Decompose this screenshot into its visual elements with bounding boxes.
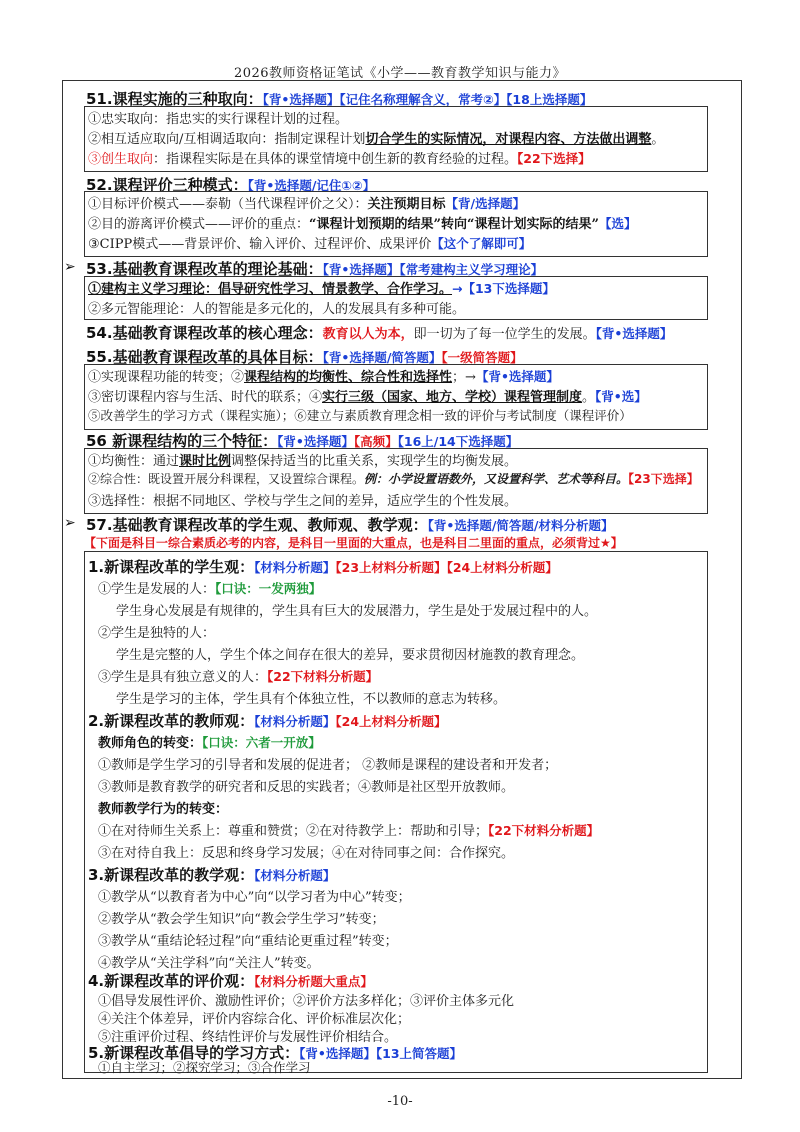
tag: 【22下材料分析题】 — [267, 669, 379, 684]
part-5-title: 5.新课程改革倡导的学习方式： — [88, 1044, 300, 1062]
p2-sub-1 — [98, 732, 321, 751]
s53-line-1 — [88, 278, 555, 297]
text: ②相互适应取向/互相调适取向：指制定课程计划 — [88, 132, 366, 147]
subheading: 教师角色的转变： — [98, 736, 203, 751]
text: ：指课程实际是在具体的课堂情境中创生新的教育经验的过程。 — [153, 152, 518, 167]
text: ①实现课程功能的转变；② — [88, 370, 245, 385]
p2-line-3 — [98, 820, 599, 839]
emphasis: “课程计划预期的结果”转向“课程计划实际的结果” — [309, 217, 599, 232]
section-54-heading — [86, 322, 672, 343]
tag: 【16上/14下选择题】 — [397, 434, 519, 449]
tag: 【22下选择】 — [517, 151, 591, 166]
p1-item-b-desc: 学生是完整的人，学生个体之间存在很大的差异，要求贯彻因材施教的教育理念。 — [116, 648, 585, 663]
p4-line-1: ①倡导发展性评价、激励性评价；②评价方法多样化；③评价主体多元化 — [98, 994, 515, 1009]
section-57-heading — [86, 514, 613, 535]
part-3-heading — [88, 864, 335, 885]
s53-line-2: ②多元智能理论：人的智能是多元化的，人的发展具有多种可能。 — [88, 302, 466, 317]
mnemonic: 【口诀：六者一开放】 — [202, 735, 321, 750]
tag: 【背•选择题/简答题/材料分析题】 — [427, 518, 614, 533]
tag: 【13上简答题】 — [375, 1046, 463, 1061]
s56-line-2 — [88, 470, 699, 487]
tag: 【记住名称理解含义，常考②】 — [339, 92, 507, 107]
s55-line-3: ⑤改善学生的学习方式（课程实施）；⑥建立与素质教育理念相一致的评价与考试制度（课程评价） — [88, 408, 632, 423]
text: ①学生是发展的人： — [98, 582, 216, 597]
mnemonic: 【口诀：一发两独】 — [215, 581, 322, 596]
tag: 【背•选择题】 — [322, 262, 400, 277]
section-53-title: 53.基础教育课程改革的理论基础： — [86, 260, 323, 278]
example: 例：小学设置语数外，又设置科学、艺术等科目。 — [364, 472, 629, 486]
tag: 【背•选】 — [595, 389, 647, 404]
s55-line-2 — [88, 386, 647, 405]
tag: 【背•选择题】 — [475, 369, 559, 384]
emphasis: 课程结构的均衡性、综合性和选择性 — [244, 370, 453, 385]
tag: 【18上选择题】 — [506, 92, 593, 107]
tag: →【13下选择题】 — [452, 281, 555, 296]
section-57-title: 57.基础教育课程改革的学生观、教师观、教学观： — [86, 516, 428, 534]
s56-line-1 — [88, 450, 517, 469]
p1-item-a-desc: 学生身心发展是有规律的，学生具有巨大的发展潜力，学生是处于发展过程中的人。 — [116, 604, 598, 619]
p1-item-b: ②学生是独特的人： — [98, 626, 216, 641]
text: ②综合性：既设置开展分科课程，又设置综合课程。 — [88, 472, 365, 486]
emphasis: 课时比例 — [179, 454, 232, 469]
tag: 【背•选择题】 — [277, 434, 354, 449]
part-1-title: 1.新课程改革的学生观： — [88, 558, 255, 576]
p3-line-4: ④教学从“关注学科”向“关注人”转变。 — [98, 956, 320, 971]
emphasis: 切合学生的实际情况，对课程内容、方法做出调整 — [365, 132, 652, 147]
p4-line-3: ⑤注重评价过程、终结性评价与发展性评价相结合。 — [98, 1030, 398, 1045]
emphasis: 关注预期目标 — [367, 197, 446, 212]
tag: 【这个了解即可】 — [431, 236, 532, 251]
tag: 【常考建构主义学习理论】 — [399, 262, 544, 277]
emphasis: ①建构主义学习理论：倡导研究性学习、情景教学、合作学习。 — [88, 282, 453, 297]
tag: 【背•选择题/记住①②】 — [247, 178, 376, 193]
p3-line-2: ②教学从“教会学生知识”向“教会学生学习”转变； — [98, 912, 385, 927]
tag: 【23下选择】 — [628, 472, 699, 486]
text: 即一切为了每一位学生的发展。 — [413, 327, 596, 342]
p3-line-1: ①教学从“以教育者为中心”向“以学习者为中心”转变； — [98, 890, 411, 905]
tag: 【24上材料分析题】 — [446, 560, 558, 575]
p4-line-2: ④关注个体差异，评价内容综合化、评价标准层次化； — [98, 1012, 411, 1027]
text: ③学生是具有独立意义的人： — [98, 670, 268, 685]
part-2-heading — [88, 710, 447, 731]
tag: 【材料分析题大重点】 — [254, 974, 373, 989]
emphasis: ③创生取向 — [88, 152, 154, 167]
tag: 【背•选择题/简答题】 — [322, 350, 442, 365]
section-52-title: 52.课程评价三种模式： — [86, 176, 248, 194]
arrow-bullet-icon: ➢ — [64, 515, 76, 531]
part-2-title: 2.新课程改革的教师观： — [88, 712, 255, 730]
text: 。 — [582, 390, 596, 405]
tag: 【材料分析题】 — [254, 868, 336, 883]
text: 调整保持适当的比重关系，实现学生的均衡发展。 — [231, 454, 518, 469]
tag: 【背/选择题】 — [445, 196, 526, 211]
p2-sub-2: 教师教学行为的转变： — [98, 802, 229, 817]
text: ①在对待师生关系上：尊重和赞赏；②在对待教学上：帮助和引导； — [98, 824, 489, 839]
part-4-title: 4.新课程改革的评价观： — [88, 972, 255, 990]
p2-line-2: ③教师是教育教学的研究者和反思的实践者；④教师是社区型开放教师。 — [98, 780, 515, 795]
emphasis: 教育以人为本， — [322, 327, 414, 342]
p1-item-c-desc: 学生是学习的主体，学生具有个体独立性，不以教师的意志为转移。 — [116, 692, 507, 707]
part-3-title: 3.新课程改革的教学观： — [88, 866, 255, 884]
p1-item-a — [98, 578, 321, 597]
part-1-heading — [88, 556, 558, 577]
p2-line-1: ①教师是学生学习的引导者和发展的促进者； ②教师是课程的建设者和开发者； — [98, 758, 558, 773]
text: ③CIPP模式——背景评价、输入评价、过程评价、成果评价 — [88, 237, 432, 252]
section-54-title: 54.基础教育课程改革的核心理念： — [86, 324, 323, 342]
s52-line-2 — [88, 213, 636, 232]
tag: 【选】 — [598, 216, 637, 231]
tag: 【23上材料分析题】 — [335, 560, 447, 575]
p1-item-c — [98, 666, 378, 685]
text: ③密切课程内容与生活、时代的联系；④ — [88, 390, 323, 405]
tag: 【24上材料分析题】 — [335, 714, 447, 729]
section-56-title: 56 新课程结构的三个特征： — [86, 432, 278, 450]
arrow-bullet-icon: ➢ — [64, 259, 76, 275]
s55-line-1 — [88, 366, 559, 385]
p2-line-4: ③在对待自我上：反思和终身学习发展；④在对待同事之间：合作探究。 — [98, 846, 515, 861]
s52-line-3 — [88, 233, 531, 252]
s51-line-2 — [88, 128, 664, 147]
tag: 【高频】 — [353, 434, 398, 449]
text: ①目标评价模式——泰勒（当代课程评价之父）： — [88, 197, 368, 212]
tag: 【材料分析题】 — [254, 560, 336, 575]
tag: 【材料分析题】 — [254, 714, 336, 729]
text: ②目的游离评价模式——评价的重点： — [88, 217, 310, 232]
tag: 【一级简答题】 — [441, 350, 523, 365]
document-header-title: 2026教师资格证笔试《小学——教育教学知识与能力》 — [233, 66, 567, 81]
text: 。 — [651, 132, 665, 147]
s52-line-1 — [88, 193, 525, 212]
tag: 【背•选择题】 — [595, 326, 673, 341]
header-rule — [62, 80, 742, 81]
p5-line-1: ①自主学习；②探究学习；③合作学习 — [98, 1060, 311, 1075]
tag: 【22下材料分析题】 — [488, 823, 600, 838]
section-55-title: 55.基础教育课程改革的具体目标： — [86, 348, 323, 366]
page-number: -10- — [387, 1094, 413, 1109]
part-4-heading — [88, 970, 373, 991]
tag: 【背•选择题】 — [299, 1046, 376, 1061]
text: ；→ — [452, 370, 476, 385]
s56-line-3: ③选择性：根据不同地区、学校与学生之间的差异，适应学生的个性发展。 — [88, 494, 518, 509]
text: ①均衡性：通过 — [88, 454, 180, 469]
s51-line-1: ①忠实取向：指忠实的实行课程计划的过程。 — [88, 112, 349, 127]
section-51-title: 51.课程实施的三种取向： — [86, 90, 263, 108]
p3-line-3: ③教学从“重结论轻过程”向“重结论更重过程”转变； — [98, 934, 398, 949]
section-57-note: 【下面是科目一综合素质必考的内容，是科目一里面的大重点，也是科目二里面的重点，必须背过★】 — [84, 536, 623, 550]
s51-line-3 — [88, 148, 591, 167]
emphasis: 实行三级（国家、地方、学校）课程管理制度 — [322, 390, 583, 405]
tag: 【背•选择题】 — [262, 92, 340, 107]
